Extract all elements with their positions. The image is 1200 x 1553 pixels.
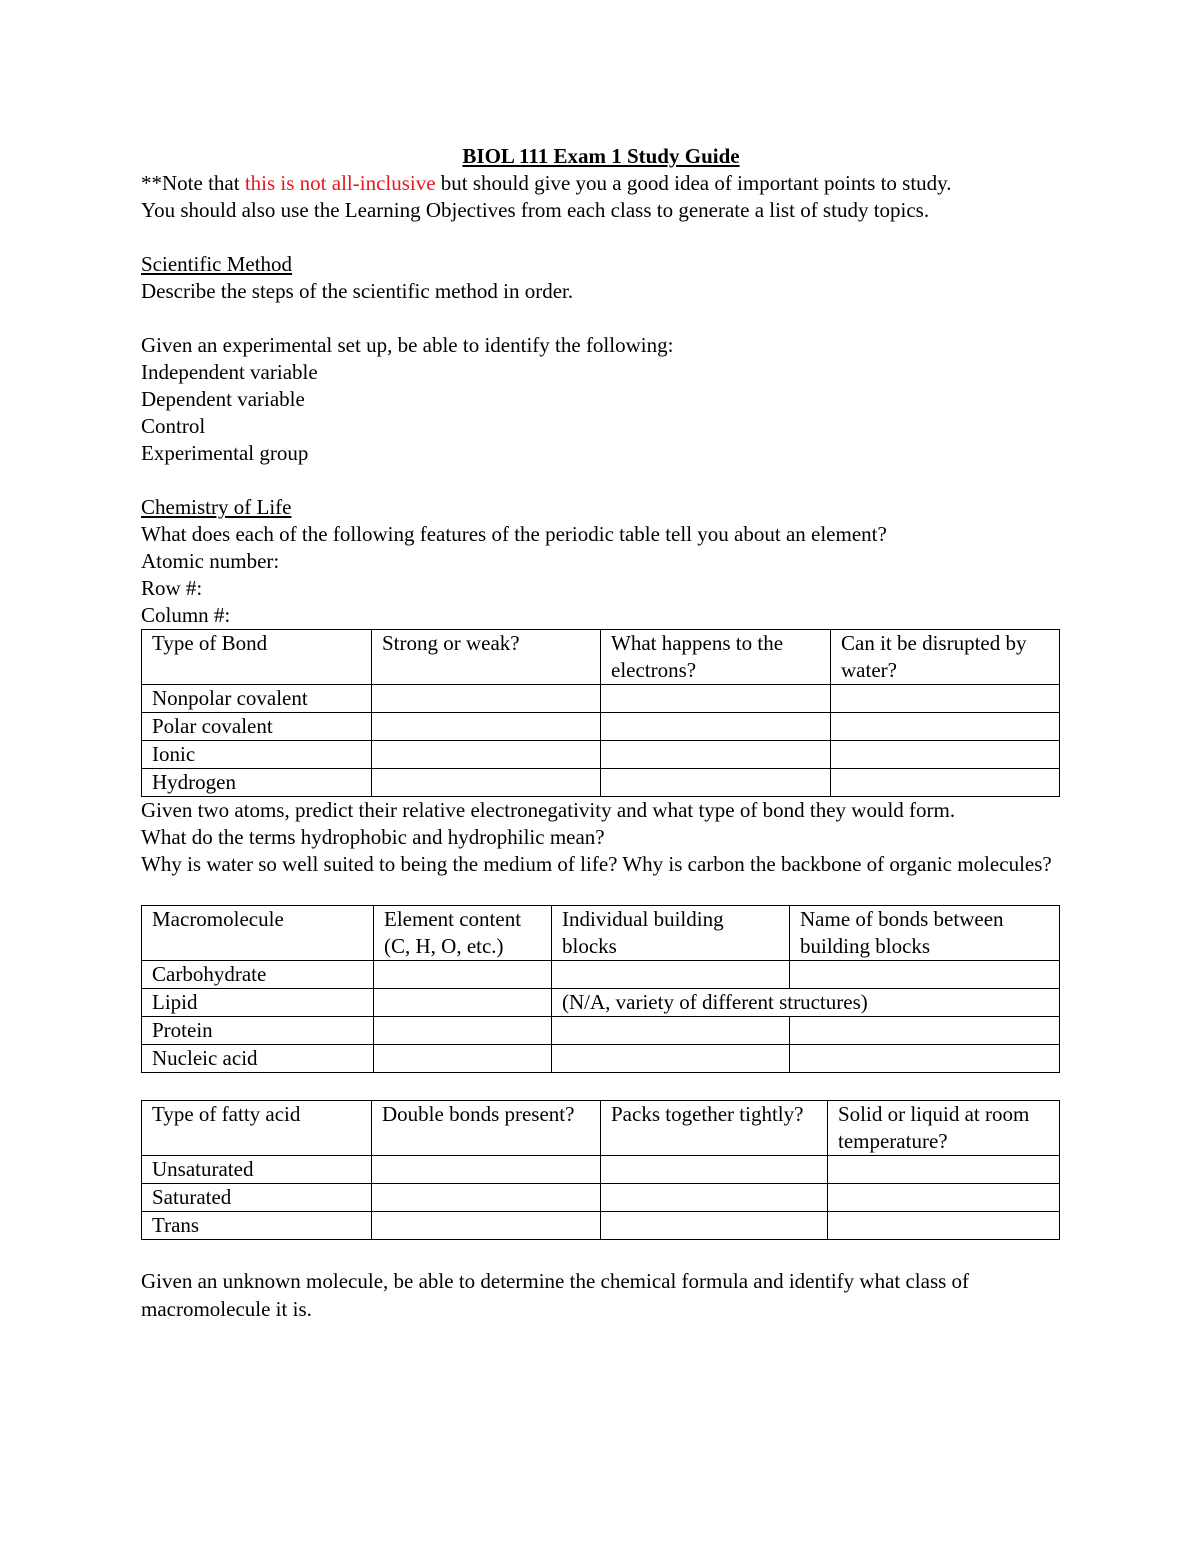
table-row <box>142 1212 1060 1240</box>
table-header-cell: Strong or weak? <box>372 630 601 685</box>
electronegativity-question: Given two atoms, predict their relative electronegativity and what type of bond they would form. <box>141 798 956 822</box>
row-label: Protein <box>142 1017 374 1045</box>
table-cell <box>372 769 601 797</box>
note-prefix: **Note that <box>141 171 245 195</box>
table-header-cell: Type of fatty acid <box>142 1101 372 1156</box>
periodic-question: What does each of the following features of the periodic table tell you about an element? <box>141 522 887 546</box>
table-header-cell: Solid or liquid at room temperature? <box>828 1101 1060 1156</box>
table-cell <box>601 741 831 769</box>
section-heading-scientific-method: Scientific Method <box>141 252 293 276</box>
section-heading-chemistry: Chemistry of Life <box>141 495 292 519</box>
table-cell <box>372 1156 601 1184</box>
table-cell <box>831 769 1060 797</box>
row-label: Polar covalent <box>142 713 372 741</box>
list-item: Independent variable <box>141 360 318 384</box>
macromolecule-table <box>141 905 1060 1073</box>
table-cell <box>601 1184 828 1212</box>
lipid-note: (N/A, variety of different structures) <box>552 989 1060 1017</box>
row-label: Ionic <box>142 741 372 769</box>
row-label: Hydrogen <box>142 769 372 797</box>
table-row <box>142 685 1060 713</box>
note-line <box>141 170 1061 197</box>
table-cell <box>374 1017 552 1045</box>
table-header-cell: What happens to the electrons? <box>601 630 831 685</box>
table-header-row <box>142 906 1060 961</box>
feature-item: Column #: <box>141 603 231 627</box>
note-suffix: but should give you a good idea of important points to study. <box>435 171 952 195</box>
table-cell <box>374 1045 552 1073</box>
table-row <box>142 1045 1060 1073</box>
row-label: Carbohydrate <box>142 961 374 989</box>
table-cell <box>372 713 601 741</box>
table-cell <box>601 1156 828 1184</box>
table-cell <box>831 741 1060 769</box>
row-label: Nucleic acid <box>142 1045 374 1073</box>
water-carbon-question: Why is water so well suited to being the medium of life? Why is carbon the backbone of organic molecules? <box>141 852 1052 876</box>
table-cell <box>831 685 1060 713</box>
table-header-cell: Double bonds present? <box>372 1101 601 1156</box>
table-cell <box>601 1212 828 1240</box>
row-label: Saturated <box>142 1184 372 1212</box>
row-label: Trans <box>142 1212 372 1240</box>
table-cell <box>372 741 601 769</box>
hydrophobic-question: What do the terms hydrophobic and hydrophilic mean? <box>141 825 605 849</box>
table-row <box>142 1017 1060 1045</box>
table-cell <box>372 1184 601 1212</box>
list-item: Control <box>141 414 206 438</box>
table-row <box>142 1184 1060 1212</box>
bond-table <box>141 629 1060 797</box>
given-setup: Given an experimental set up, be able to identify the following: <box>141 333 674 357</box>
table-row <box>142 989 1060 1017</box>
table-cell <box>601 713 831 741</box>
table-cell <box>601 685 831 713</box>
table-cell <box>374 989 552 1017</box>
table-cell <box>372 1212 601 1240</box>
feature-item: Atomic number: <box>141 549 280 573</box>
list-item: Experimental group <box>141 441 309 465</box>
table-header-cell: Type of Bond <box>142 630 372 685</box>
table-cell <box>372 685 601 713</box>
table-cell <box>828 1184 1060 1212</box>
table-cell <box>790 1017 1060 1045</box>
table-header-row <box>142 1101 1060 1156</box>
note-line-2: You should also use the Learning Objectives from each class to generate a list of study topics. <box>141 198 930 222</box>
table-header-cell: Name of bonds between building blocks <box>790 906 1060 961</box>
table-row <box>142 741 1060 769</box>
fatty-acid-table <box>141 1100 1060 1240</box>
note-highlight: this is not all-inclusive <box>244 171 436 195</box>
table-header-cell: Packs together tightly? <box>601 1101 828 1156</box>
row-label: Unsaturated <box>142 1156 372 1184</box>
table-row <box>142 1156 1060 1184</box>
table-cell <box>552 1017 790 1045</box>
row-label: Nonpolar covalent <box>142 685 372 713</box>
table-cell <box>552 961 790 989</box>
describe-steps: Describe the steps of the scientific method in order. <box>141 279 574 303</box>
table-header-row <box>142 630 1060 685</box>
table-header-cell: Element content (C, H, O, etc.) <box>374 906 552 961</box>
table-cell <box>828 1212 1060 1240</box>
closing-paragraph: Given an unknown molecule, be able to determine the chemical formula and identify what class of macromolecule it is. <box>141 1269 970 1321</box>
table-cell <box>828 1156 1060 1184</box>
table-row <box>142 713 1060 741</box>
table-cell <box>790 961 1060 989</box>
table-cell <box>552 1045 790 1073</box>
table-cell <box>831 713 1060 741</box>
document-title: BIOL 111 Exam 1 Study Guide <box>462 144 740 168</box>
row-label: Lipid <box>142 989 374 1017</box>
table-cell <box>790 1045 1060 1073</box>
table-row <box>142 769 1060 797</box>
feature-item: Row #: <box>141 576 203 600</box>
table-header-cell: Can it be disrupted by water? <box>831 630 1060 685</box>
table-row <box>142 961 1060 989</box>
table-header-cell: Individual building blocks <box>552 906 790 961</box>
table-cell <box>601 769 831 797</box>
table-header-cell: Macromolecule <box>142 906 374 961</box>
table-cell <box>374 961 552 989</box>
list-item: Dependent variable <box>141 387 305 411</box>
document-page <box>141 143 1061 1323</box>
